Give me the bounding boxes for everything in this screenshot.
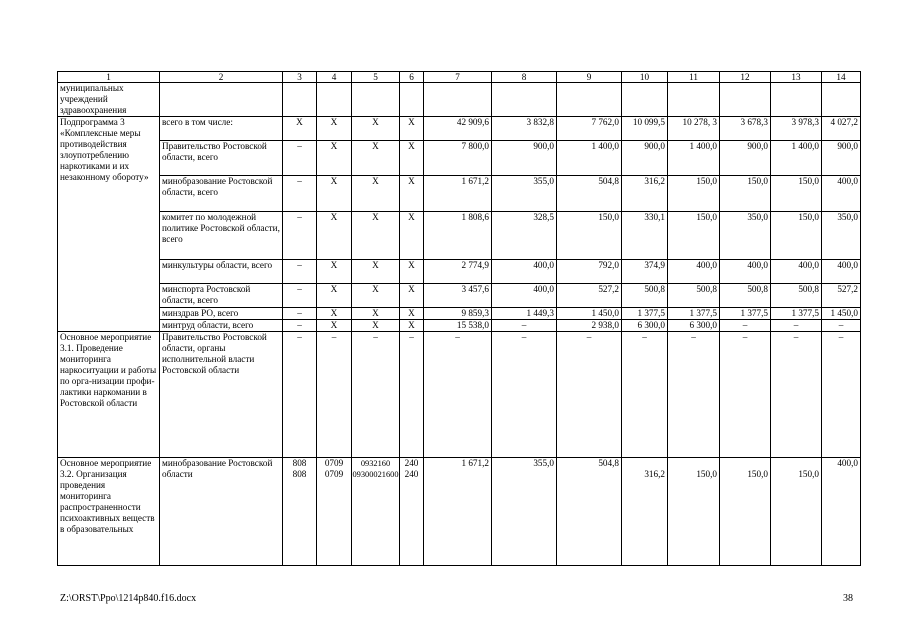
value-cell: 1 671,2 [424,176,492,212]
value-cell: – [668,332,720,458]
csr-cell: X [352,212,400,260]
value-cell: – [557,332,622,458]
grbs-cell: – [283,320,317,332]
rzpr-cell: X [317,284,352,308]
value-cell: 150,0 [771,458,822,566]
table-row [58,176,861,212]
col-header: 3 [283,72,317,83]
csr-cell: X [352,284,400,308]
grbs-cell [283,83,317,117]
value-cell: 792,0 [557,260,622,284]
rzpr-cell: X [317,320,352,332]
value-cell: – [822,320,861,332]
csr-cell: 0932160 09300021600 [352,458,400,566]
col-header: 10 [622,72,668,83]
value-cell: 400,0 [492,260,557,284]
col-header: 9 [557,72,622,83]
value-cell: 1 450,0 [822,308,861,320]
value-cell [720,83,771,117]
value-cell: 42 909,6 [424,117,492,141]
value-cell: 9 859,3 [424,308,492,320]
table-row [58,212,861,260]
value-cell: 527,2 [557,284,622,308]
value-cell: 504,8 [557,176,622,212]
executor-cell: всего в том числе: [160,117,283,141]
col-header: 4 [317,72,352,83]
value-cell: – [622,332,668,458]
value-cell: 4 027,2 [822,117,861,141]
value-cell: 350,0 [822,212,861,260]
value-cell: 355,0 [492,176,557,212]
value-cell: 328,5 [492,212,557,260]
table-row [58,320,861,332]
value-cell: 504,8 [557,458,622,566]
value-cell: – [492,332,557,458]
program-name-cell: муниципальных учреждений здравоохранения [58,83,160,117]
executor-cell: минспорта Ростовской области, всего [160,284,283,308]
value-cell: 6 300,0 [668,320,720,332]
executor-cell: минздрав РО, всего [160,308,283,320]
csr-cell: – [352,332,400,458]
grbs-cell: – [283,176,317,212]
executor-cell: минкультуры области, всего [160,260,283,284]
grbs-cell: – [283,284,317,308]
executor-cell: минтруд области, всего [160,320,283,332]
vr-cell: X [400,212,424,260]
value-cell: 1 400,0 [668,141,720,176]
value-cell [622,83,668,117]
value-cell: 400,0 [720,260,771,284]
table-row [58,141,861,176]
table-row [58,458,861,566]
value-cell: 1 808,6 [424,212,492,260]
csr-cell: X [352,308,400,320]
executor-cell [160,83,283,117]
value-cell: 15 538,0 [424,320,492,332]
value-cell: 3 832,8 [492,117,557,141]
value-cell: 330,1 [622,212,668,260]
value-cell: 400,0 [668,260,720,284]
value-cell: 316,2 [622,458,668,566]
value-cell: 150,0 [720,176,771,212]
table-row [58,117,861,141]
value-cell: 3 457,6 [424,284,492,308]
value-cell: 500,8 [622,284,668,308]
value-cell: 1 671,2 [424,458,492,566]
col-header: 2 [160,72,283,83]
value-cell: 150,0 [668,458,720,566]
rzpr-cell [317,83,352,117]
value-cell: 150,0 [668,176,720,212]
value-cell [492,83,557,117]
value-cell: 1 400,0 [771,141,822,176]
rzpr-cell: 0709 0709 [317,458,352,566]
value-cell: 316,2 [622,176,668,212]
csr-cell: X [352,320,400,332]
page-number: 38 [843,593,853,604]
col-header: 11 [668,72,720,83]
rzpr-cell: X [317,117,352,141]
rzpr-cell: X [317,141,352,176]
csr-cell: X [352,117,400,141]
value-cell [822,83,861,117]
grbs-cell: – [283,260,317,284]
executor-cell: комитет по молодежной политике Ростовской области, всего [160,212,283,260]
value-cell: 3 678,3 [720,117,771,141]
col-header: 8 [492,72,557,83]
value-cell: – [720,320,771,332]
col-header: 12 [720,72,771,83]
csr-cell: X [352,260,400,284]
executor-cell: минобразование Ростовской области [160,458,283,566]
value-cell: 6 300,0 [622,320,668,332]
value-cell: 355,0 [492,458,557,566]
vr-cell: 240 240 [400,458,424,566]
value-cell: 150,0 [557,212,622,260]
value-cell: 10 099,5 [622,117,668,141]
grbs-cell: – [283,141,317,176]
program-name-cell: Основное мероприятие 3.2. Организация проведения мониторинга распространенности психоактивных веществ в образовательных [58,458,160,566]
col-header: 1 [58,72,160,83]
executor-cell: минобразование Ростовской области, всего [160,176,283,212]
csr-cell [352,83,400,117]
grbs-cell: – [283,212,317,260]
value-cell: 150,0 [771,176,822,212]
value-cell: – [424,332,492,458]
value-cell: 900,0 [492,141,557,176]
value-cell [557,83,622,117]
value-cell: 150,0 [668,212,720,260]
value-cell: 7 762,0 [557,117,622,141]
value-cell: 10 278, 3 [668,117,720,141]
value-cell: – [822,332,861,458]
value-cell: 400,0 [822,176,861,212]
value-cell: 400,0 [771,260,822,284]
table-row [58,83,861,117]
vr-cell: X [400,320,424,332]
csr-cell: X [352,141,400,176]
file-path: Z:\ORST\Ppo\1214p840.f16.docx [60,593,197,604]
value-cell: 150,0 [720,458,771,566]
value-cell: 500,8 [720,284,771,308]
header-row [58,72,861,83]
rzpr-cell: X [317,308,352,320]
value-cell: 900,0 [622,141,668,176]
value-cell: 1 450,0 [557,308,622,320]
budget-table [57,71,861,566]
col-header: 14 [822,72,861,83]
vr-cell: – [400,332,424,458]
value-cell: 400,0 [822,458,861,566]
value-cell: 500,8 [668,284,720,308]
value-cell: 350,0 [720,212,771,260]
value-cell: 1 449,3 [492,308,557,320]
table-row [58,332,861,458]
value-cell [668,83,720,117]
csr-cell: X [352,176,400,212]
value-cell: 2 938,0 [557,320,622,332]
value-cell: 2 774,9 [424,260,492,284]
value-cell: 7 800,0 [424,141,492,176]
program-name-cell: Подпрограмма 3 «Комплексные меры противодействия злоупотреблению наркотиками и их незаконному обороту» [58,117,160,332]
grbs-cell: X [283,117,317,141]
col-header: 7 [424,72,492,83]
col-header: 13 [771,72,822,83]
value-cell: 400,0 [492,284,557,308]
rzpr-cell: – [317,332,352,458]
program-name-cell: Основное мероприятие 3.1. Проведение мониторинга наркоситуации и работы по орга-низации профи-лактики наркомании в Ростовской области [58,332,160,458]
vr-cell: X [400,117,424,141]
col-header: 6 [400,72,424,83]
grbs-cell: – [283,332,317,458]
table-row [58,260,861,284]
table-row [58,308,861,320]
grbs-cell: 808 808 [283,458,317,566]
col-header: 5 [352,72,400,83]
value-cell: 1 377,5 [771,308,822,320]
rzpr-cell: X [317,212,352,260]
value-cell [424,83,492,117]
value-cell: 900,0 [720,141,771,176]
vr-cell: X [400,176,424,212]
value-cell: 500,8 [771,284,822,308]
value-cell: 150,0 [771,212,822,260]
vr-cell: X [400,308,424,320]
executor-cell: Правительство Ростовской области, всего [160,141,283,176]
value-cell: – [771,320,822,332]
value-cell: 1 400,0 [557,141,622,176]
rzpr-cell: X [317,176,352,212]
grbs-cell: – [283,308,317,320]
value-cell: 1 377,5 [622,308,668,320]
vr-cell: X [400,141,424,176]
vr-cell [400,83,424,117]
value-cell [771,83,822,117]
value-cell: – [492,320,557,332]
value-cell: 1 377,5 [668,308,720,320]
value-cell: 3 978,3 [771,117,822,141]
value-cell: – [720,332,771,458]
table-row [58,284,861,308]
value-cell: 374,9 [622,260,668,284]
value-cell: 400,0 [822,260,861,284]
value-cell: 1 377,5 [720,308,771,320]
executor-cell: Правительство Ростовской области, органы исполнительной власти Ростовской области [160,332,283,458]
value-cell: – [771,332,822,458]
rzpr-cell: X [317,260,352,284]
vr-cell: X [400,260,424,284]
vr-cell: X [400,284,424,308]
value-cell: 900,0 [822,141,861,176]
value-cell: 527,2 [822,284,861,308]
